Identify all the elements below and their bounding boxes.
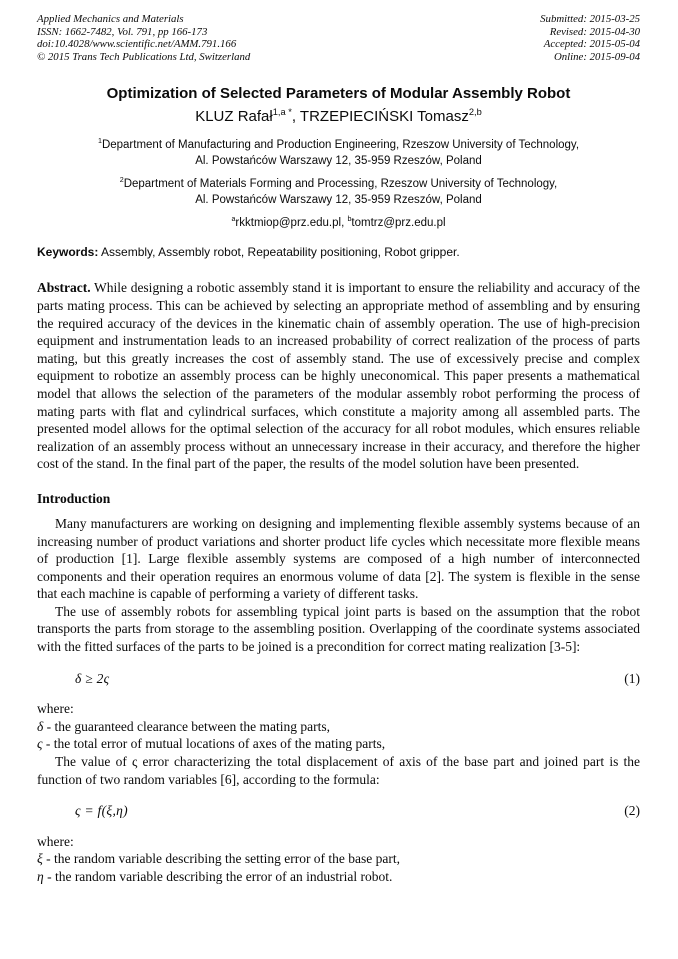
xi-definition: - the random variable describing the setting error of the base part, [42,851,401,867]
paragraph-3-post: error characterizing the total displacement of axis of the base part and joined part is the function of two random variables [6], according to the formula: [37,754,641,787]
accepted-date: Accepted: 2015-05-04 [543,38,640,51]
delta-symbol: δ [37,718,44,734]
affiliation-2-line-1 [37,177,640,193]
abstract-label: Abstract. [37,280,91,296]
emails-separator: , [341,217,348,230]
equation-1 [37,670,640,688]
bibliographic-header [37,13,640,63]
where-2-line-eta [37,868,640,886]
abstract-text: While designing a robotic assembly stand it is important to ensure the reliability and accuracy of the parts mating process. This can be achieved by selecting an appropriate method of assembling and by ensuring the required accuracy of the devices in the kinematic chain of assembly operation. The use of high-precision equipment and instrumentation leads to an increased probability of correct realization of the process of parts mating, but this greatly increases the cost of assembly stand. The use of excessively precise and complex equipment to robotize an assembly process can be highly uneconomical. This paper presents a mathematical model that allows the selection of the parameters of the modular assembly robot performing the process of mating parts with flat and cylindrical surfaces, which constitute a majority among all assembled parts. The presented model allows for the optimal selection of the accuracy for all robot modules, which ensures reliable realization of an assembly process without an unnecessary increase in their accuracy, and therefore the higher cost of the stand. In the final part of the paper, the results of the model solution have been presented. [37,280,640,472]
introduction-paragraph-3 [37,753,640,788]
journal-issn-volume: ISSN: 1662-7482, Vol. 791, pp 166-173 [37,25,208,38]
affiliation-2-text: Department of Materials Forming and Processing, Rzeszow University of Technology, [123,178,558,191]
where-2-label: where: [37,833,74,849]
author-2-name: TRZEPIECIŃSKI Tomasz [299,108,469,126]
varsigma-definition: - the total error of mutual locations of axes of the mating parts, [42,736,386,752]
authors-separator: , [291,108,300,126]
online-date: Online: 2015-09-04 [553,50,640,63]
varsigma-symbol: ς [37,736,43,752]
author-emails-line [37,216,640,231]
affiliation-1-line-1 [37,138,640,154]
revised-date: Revised: 2015-04-30 [549,25,640,38]
authors-line [37,107,640,127]
xi-symbol: ξ [37,851,43,867]
eta-definition: - the random variable describing the error of an industrial robot. [43,869,393,884]
abstract-paragraph [37,279,640,473]
affiliation-1-text: Department of Manufacturing and Production Engineering, Rzeszow University of Technology, [101,139,580,152]
equation-2 [37,802,640,820]
equation-2-formula: ς = f(ξ,η) [75,803,128,819]
email-b-address: tomtrz@prz.edu.pl [351,217,446,230]
affiliation-2 [37,177,640,208]
equation-2-number: (2) [624,803,640,819]
paper-title: Optimization of Selected Parameters of Modular Assembly Robot [106,85,571,103]
where-1-label: where: [37,701,74,717]
affiliation-2-superscript: 2 [119,176,124,185]
affiliation-1 [37,138,640,169]
author-2-superscript: 2,b [468,107,482,118]
where-block-2 [37,833,640,886]
section-heading-introduction: Introduction [37,490,111,506]
email-b-superscript: b [347,215,352,224]
where-1-line-delta [37,718,640,736]
paragraph-3-varsigma-symbol: ς [132,754,138,770]
affiliation-1-line-2: Al. Powstańców Warszawy 12, 35-959 Rzeszów, Poland [195,154,482,167]
keywords-text: Assembly, Assembly robot, Repeatability positioning, Robot gripper. [98,245,460,260]
introduction-body [37,515,640,886]
journal-copyright: © 2015 Trans Tech Publications Ltd, Switzerland [37,50,251,63]
introduction-paragraph-2: The use of assembly robots for assembling typical joint parts is based on the assumption that the robot transports the parts from storage to the assembling position. Overlapping of the coordinate systems associated with the fitted surfaces of the parts to be joined is a precondition for correct mating realization [3-5]: [37,603,640,655]
affiliation-1-superscript: 1 [97,137,102,146]
where-block-1 [37,700,640,753]
equation-1-formula: δ ≥ 2ς [75,670,110,686]
author-1-superscript: 1,a * [272,107,292,118]
journal-info-block [37,13,250,63]
submitted-date: Submitted: 2015-03-25 [540,13,640,25]
submission-dates-block [540,13,640,63]
where-1-line-varsigma [37,735,640,753]
where-2-line-xi [37,850,640,868]
journal-title: Applied Mechanics and Materials [37,13,184,25]
delta-definition: - the guaranteed clearance between the mating parts, [43,718,331,734]
affiliation-2-line-2: Al. Powstańców Warszawy 12, 35-959 Rzeszów, Poland [195,193,482,206]
author-1-name: KLUZ Rafał [195,108,273,126]
keywords-label: Keywords: [37,245,99,260]
email-a-address: rkktmiop@prz.edu.pl [235,217,342,230]
equation-1-number: (1) [624,670,640,686]
keywords-line [37,244,640,260]
introduction-paragraph-1: Many manufacturers are working on designing and implementing flexible assembly systems because of an increasing number of product variations and shorter product life cycles which necessitate more flexible means of production [1]. Large flexible assembly systems are composed of a high number of interconnected components and their operation requires an enormous volume of data [2]. The system is flexible in the sense that each machine is capable of performing a variety of different tasks. [37,515,640,602]
paragraph-3-pre: The value of [55,754,132,770]
eta-symbol: η [37,869,44,884]
journal-doi: doi:10.4028/www.scientific.net/AMM.791.166 [37,38,237,51]
email-a-superscript: a [231,215,236,224]
